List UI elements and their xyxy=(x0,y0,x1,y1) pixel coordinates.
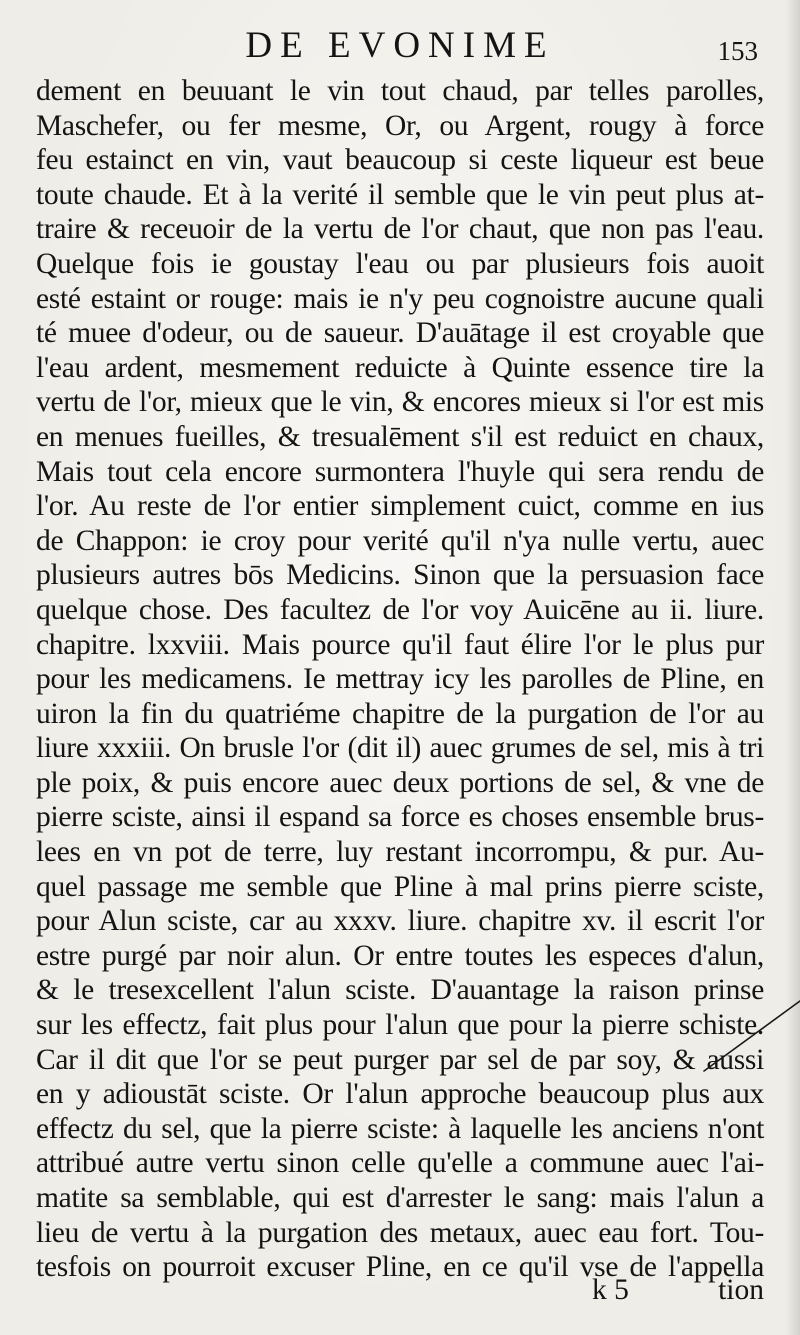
text-line: attribué autre vertu sinon celle qu'elle a commune auec l'ai- xyxy=(36,1147,764,1180)
text-line: pour Alun sciste, car au xxxv. liure. chapitre xv. il escrit l'or xyxy=(36,905,764,938)
text-line: lieu de vertu à la purgation des metaux, auec eau fort. Tou- xyxy=(36,1216,764,1249)
catchword: tion xyxy=(718,1274,764,1306)
signature-mark: k 5 xyxy=(592,1274,629,1306)
text-line: plusieurs autres bōs Medicins. Sinon que la persuasion face xyxy=(36,559,764,592)
text-line: chapitre. lxxviii. Mais pource qu'il faut élire l'or le plus pur xyxy=(36,628,764,661)
text-line: pierre sciste, ainsi il espand sa force es choses ensemble brus- xyxy=(36,801,764,834)
margin-pen-stroke xyxy=(700,995,800,1075)
text-line: dement en beuuant le vin tout chaud, par telles parolles, xyxy=(36,75,764,107)
text-line: Maschefer, ou fer mesme, Or, ou Argent, rougy à force xyxy=(36,109,764,142)
text-line: effectz du sel, que la pierre sciste: à laquelle les anciens n'ont xyxy=(36,1112,764,1145)
text-line: Car il dit que l'or se peut purger par sel de par soy, & aussi xyxy=(36,1043,764,1076)
running-title: DE EVONIME xyxy=(245,25,555,66)
text-line: l'or. Au reste de l'or entier simplement cuict, comme en ius xyxy=(36,490,764,523)
text-line: uiron la fin du quatriéme chapitre de la purgation de l'or au xyxy=(36,697,764,730)
text-line: vertu de l'or, mieux que le vin, & encores mieux si l'or est mis xyxy=(36,386,764,419)
text-line: en menues fueilles, & tresualēment s'il est reduict en chaux, xyxy=(36,420,764,453)
text-line: liure xxxiii. On brusle l'or (dit il) auec grumes de sel, mis à tri xyxy=(36,732,764,765)
text-line: lees en vn pot de terre, luy restant incorrompu, & pur. Au- xyxy=(36,836,764,869)
text-line: toute chaude. Et à la verité il semble que le vin peut plus at- xyxy=(36,178,764,211)
page-header xyxy=(0,22,800,72)
page-footer xyxy=(36,1271,764,1309)
page-edge-shadow xyxy=(786,0,800,1335)
text-line: en y adioustāt sciste. Or l'alun approche beaucoup plus aux xyxy=(36,1078,764,1111)
text-line: l'eau ardent, mesmement reduicte à Quinte essence tire la xyxy=(36,351,764,384)
text-line: & le tresexcellent l'alun sciste. D'auantage la raison prinse xyxy=(36,974,764,1007)
text-line: quel passage me semble que Pline à mal prins pierre sciste, xyxy=(36,870,764,903)
text-line: esté estaint or rouge: mais ie n'y peu cognoistre aucune quali xyxy=(36,282,764,315)
text-line: tesfois on pourroit excuser Pline, en ce qu'il vse de l'appella xyxy=(36,1251,764,1284)
page-number: 153 xyxy=(717,36,758,66)
text-line: feu estainct en vin, vaut beaucoup si ceste liqueur est beue xyxy=(36,144,764,177)
body-text xyxy=(36,74,764,1285)
text-line: Quelque fois ie goustay l'eau ou par plusieurs fois auoit xyxy=(36,247,764,280)
text-line: traire & receuoir de la vertu de l'or chaut, que non pas l'eau. xyxy=(36,213,764,246)
text-line: té muee d'odeur, ou de saueur. D'auātage il est croyable que xyxy=(36,317,764,350)
text-line: pour les medicamens. Ie mettray icy les parolles de Pline, en xyxy=(36,663,764,696)
text-line: de Chappon: ie croy pour verité qu'il n'ya nulle vertu, auec xyxy=(36,524,764,557)
text-line: estre purgé par noir alun. Or entre toutes les especes d'alun, xyxy=(36,939,764,972)
text-line: ple poix, & puis encore auec deux portions de sel, & vne de xyxy=(36,766,764,799)
text-line: matite sa semblable, qui est d'arrester le sang: mais l'alun a xyxy=(36,1182,764,1214)
text-line: sur les effectz, fait plus pour l'alun que pour la pierre schiste. xyxy=(36,1009,764,1042)
text-line: Mais tout cela encore surmontera l'huyle qui sera rendu de xyxy=(36,455,764,488)
text-line: quelque chose. Des facultez de l'or voy Auicēne au ii. liure. xyxy=(36,593,764,626)
